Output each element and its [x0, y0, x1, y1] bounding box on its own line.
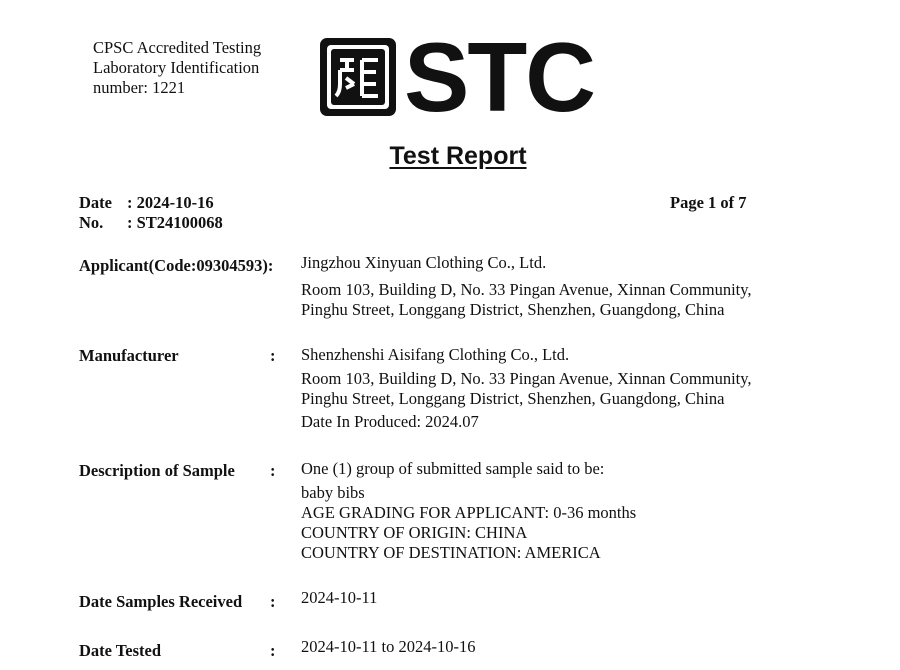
description-line: COUNTRY OF ORIGIN: CHINA: [301, 523, 528, 542]
description-label: Description of Sample: [79, 461, 235, 480]
description-line: baby bibs: [301, 483, 365, 502]
logo-wordmark: STC: [404, 22, 594, 132]
applicant-line: Pinghu Street, Longgang District, Shenzhen, Guangdong, China: [301, 300, 725, 319]
description-colon: :: [270, 461, 276, 480]
date-value: : 2024-10-16: [127, 193, 214, 212]
number-value: : ST24100068: [127, 213, 223, 232]
date-key: Date: [79, 193, 112, 212]
cpsc-line: Laboratory Identification: [93, 58, 260, 77]
description-line: AGE GRADING FOR APPLICANT: 0-36 months: [301, 503, 637, 522]
tested-colon: :: [270, 641, 276, 660]
stc-logo: [320, 22, 602, 132]
applicant-value: [301, 253, 752, 320]
stc-emblem-icon: [320, 38, 396, 116]
page-title: Test Report: [389, 142, 527, 170]
applicant-line: Jingzhou Xinyuan Clothing Co., Ltd.: [301, 253, 547, 272]
manufacturer-line: Room 103, Building D, No. 33 Pingan Avenue, Xinnan Community,: [301, 369, 752, 388]
cpsc-lab-id: [93, 38, 261, 98]
number-key: No.: [79, 213, 104, 232]
cpsc-line: CPSC Accredited Testing: [93, 38, 262, 57]
applicant-line: Room 103, Building D, No. 33 Pingan Avenue, Xinnan Community,: [301, 280, 752, 299]
manufacturer-line: Pinghu Street, Longgang District, Shenzhen, Guangdong, China: [301, 389, 725, 408]
page-indicator: Page 1 of 7: [670, 193, 747, 212]
received-label: Date Samples Received: [79, 592, 243, 611]
manufacturer-label: Manufacturer: [79, 346, 179, 365]
report-number: [79, 213, 223, 233]
manufacturer-value: [301, 345, 752, 432]
manufacturer-colon: :: [270, 346, 276, 365]
description-value: [301, 459, 636, 563]
tested-label: Date Tested: [79, 641, 162, 660]
received-value: 2024-10-11: [301, 588, 378, 607]
manufacturer-line: Shenzhenshi Aisifang Clothing Co., Ltd.: [301, 345, 570, 364]
received-colon: :: [270, 592, 276, 611]
manufacturer-line: Date In Produced: 2024.07: [301, 412, 479, 431]
report-date: [79, 193, 214, 213]
description-line: COUNTRY OF DESTINATION: AMERICA: [301, 543, 601, 562]
cpsc-line: number: 1221: [93, 78, 186, 97]
tested-value: 2024-10-11 to 2024-10-16: [301, 637, 476, 656]
description-line: One (1) group of submitted sample said to be:: [301, 459, 605, 478]
applicant-label: Applicant(Code:09304593):: [79, 256, 274, 275]
